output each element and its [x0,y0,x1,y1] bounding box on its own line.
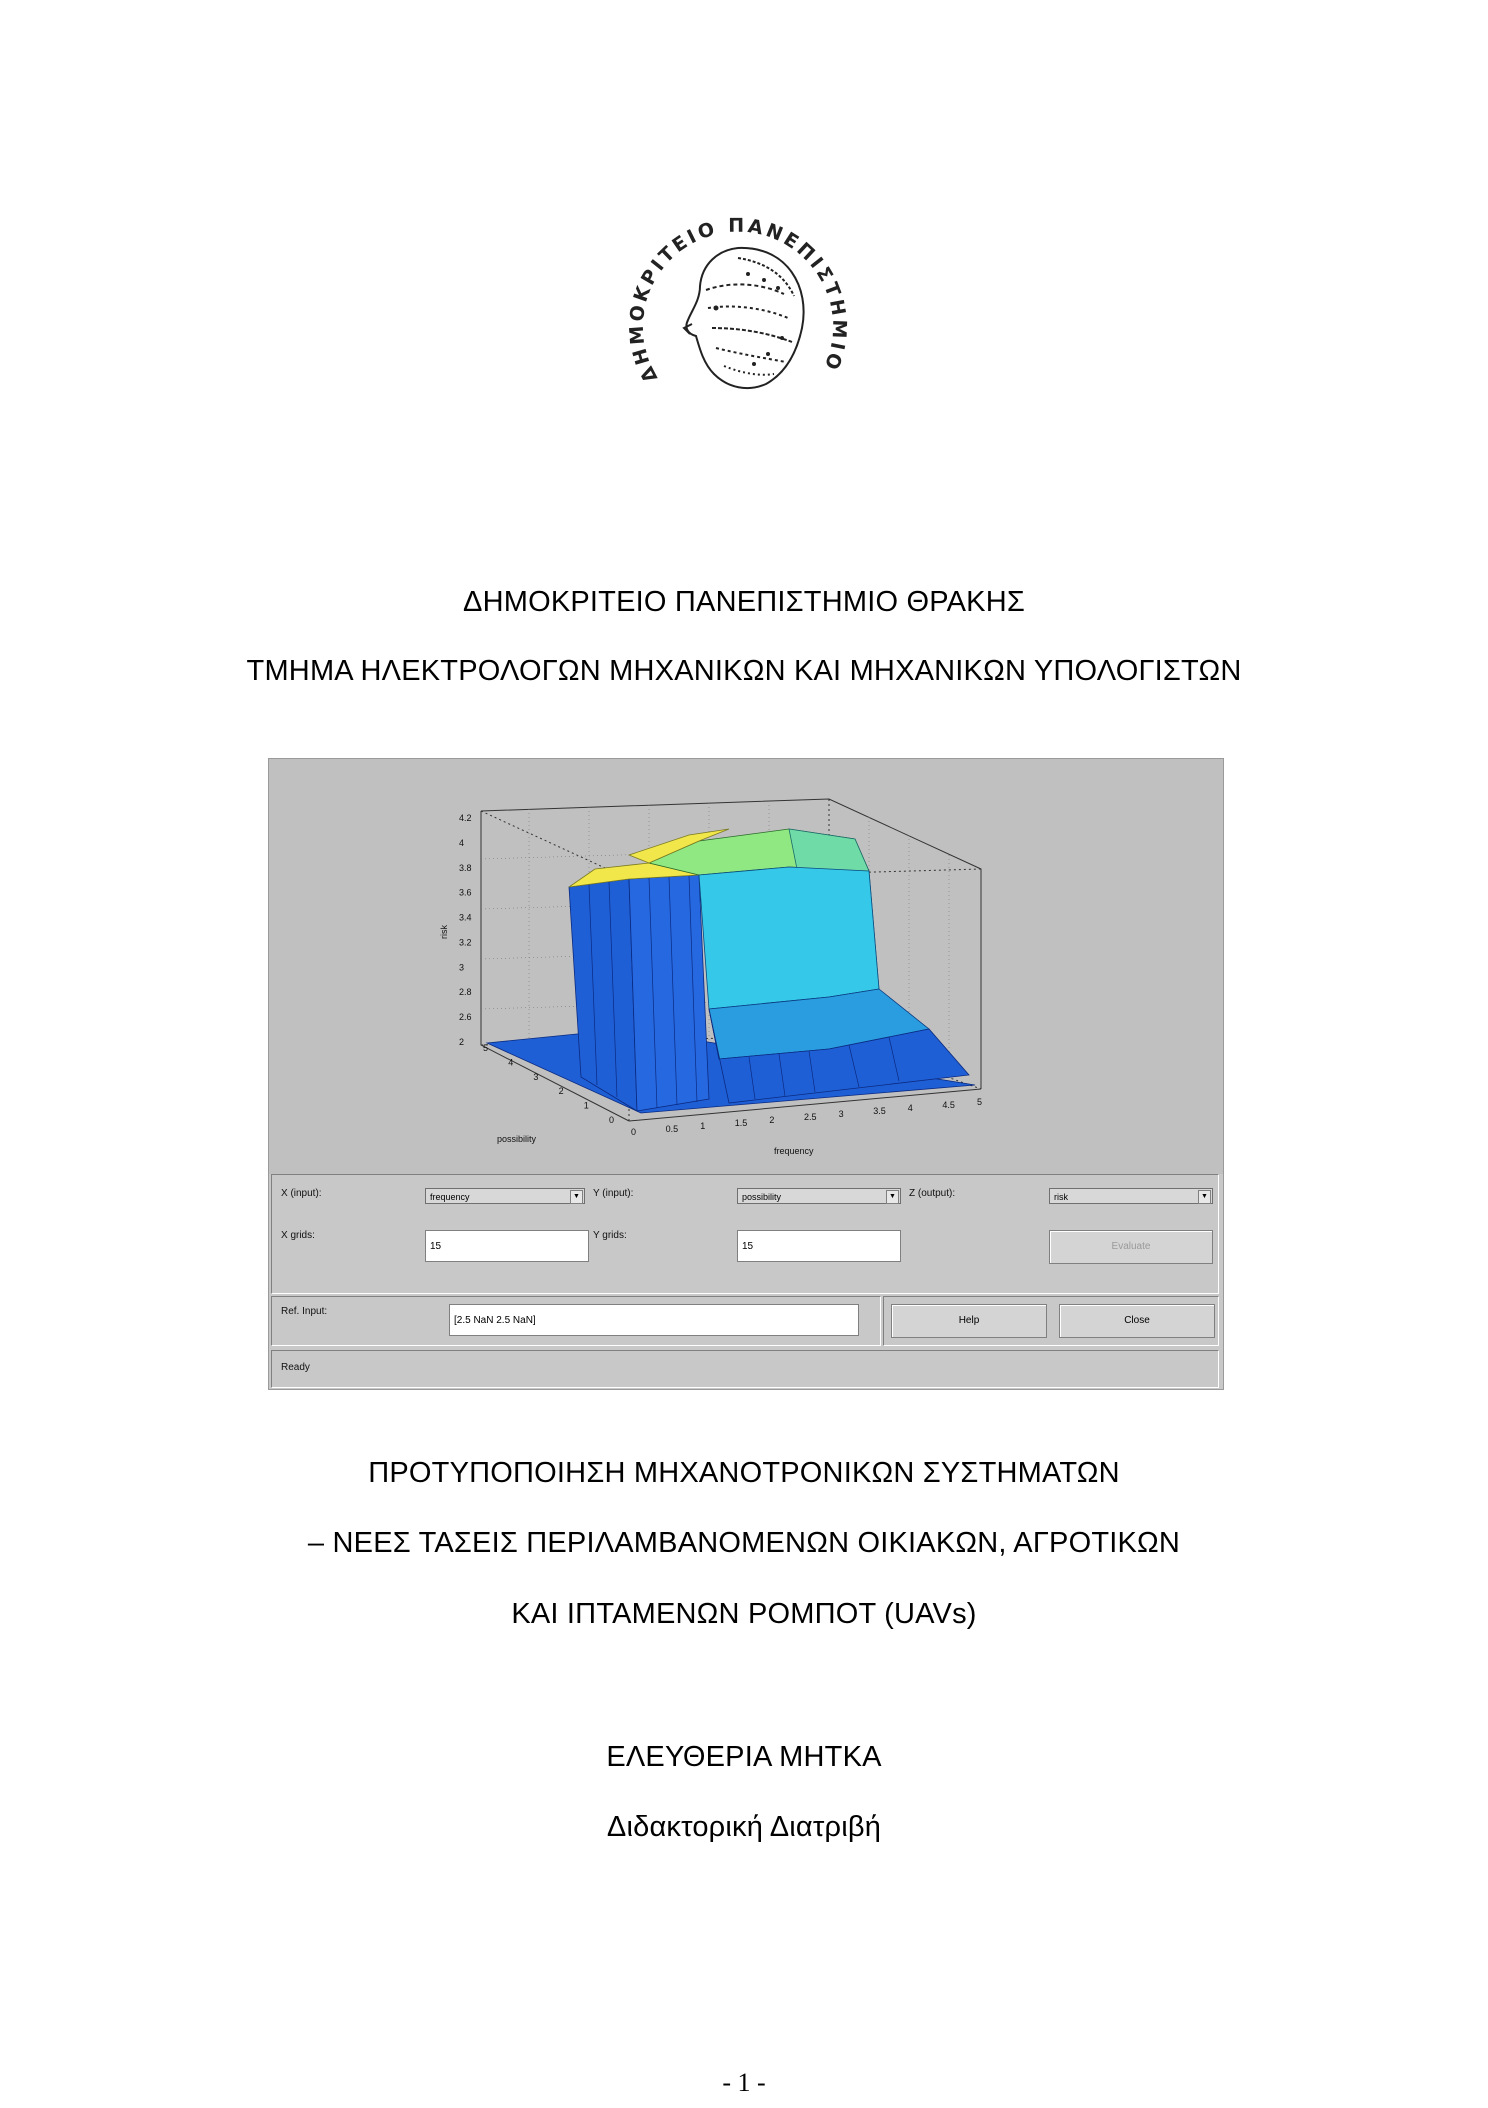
x-tick-label: 5 [977,1097,983,1107]
university-seal-logo [588,178,888,448]
department-name: ΤΜΗΜΑ ΗΛΕΚΤΡΟΛΟΓΩΝ ΜΗΧΑΝΙΚΩΝ ΚΑΙ ΜΗΧΑΝΙΚΩΝ ΥΠΟΛΟΓΙΣΤΩΝ [246,655,1242,687]
chevron-down-icon: ▼ [570,1190,583,1204]
thesis-title-line-3: ΚΑΙ ΙΠΤΑΜΕΝΩΝ ΡΟΜΠΟΤ (UAVs) [511,1598,977,1630]
surface-plot [269,759,1223,1169]
y-tick-label: 3 [533,1071,539,1082]
status-frame [271,1350,1219,1388]
surface-viewer-controls [269,1174,1223,1389]
z-tick-label: 3 [459,962,465,973]
thesis-title-line-2: – ΝΕΕΣ ΤΑΣΕΙΣ ΠΕΡΙΛΑΜΒΑΝΟΜΕΝΩΝ ΟΙΚΙΑΚΩΝ, ΑΓΡΟΤΙΚΩΝ [307,1527,1181,1559]
y-tick-label: 1 [583,1100,589,1111]
z-output-value: risk [1054,1192,1068,1202]
z-tick-label: 4.2 [459,813,472,823]
x-tick-label: 2.5 [804,1112,817,1122]
y-tick-label: 4 [508,1057,514,1068]
university-name: ΔΗΜΟΚΡΙΤΕΙΟ ΠΑΝΕΠΙΣΤΗΜΙΟ ΘΡΑΚΗΣ [463,586,1025,618]
x-tick-label: 3 [838,1109,844,1119]
y-input-select[interactable] [737,1188,901,1204]
z-tick-label: 3.4 [459,912,472,923]
x-input-label: X (input): [281,1188,322,1199]
status-text: Ready [281,1362,310,1373]
x-grids-label: X grids: [281,1230,315,1241]
x-tick-label: 4.5 [942,1100,955,1110]
close-button[interactable]: Close [1059,1304,1215,1338]
z-tick-label: 3.8 [459,862,472,873]
y-input-value: possibility [742,1192,782,1202]
x-tick-label: 0 [631,1127,637,1137]
z-tick-label: 2.6 [459,1012,472,1023]
y-tick-label: 0 [609,1115,615,1125]
seal-text: ΔΗΜΟΚΡΙΤΕΙΟ ΠΑΝΕΠΙΣΤΗΜΙΟ [625,214,851,387]
z-output-label: Z (output): [909,1188,956,1199]
x-input-value: frequency [430,1192,470,1202]
y-tick-label: 2 [558,1086,564,1097]
z-tick-label: 2.8 [459,987,472,998]
thesis-title-line-1: ΠΡΟΤΥΠΟΠΟΙΗΣΗ ΜΗΧΑΝΟΤΡΟΝΙΚΩΝ ΣΥΣΤΗΜΑΤΩΝ [368,1457,1120,1489]
x-grids-input[interactable]: 15 [425,1230,589,1262]
x-tick-label: 1 [700,1121,706,1131]
x-tick-label: 2 [769,1115,775,1125]
document-type: Διδακτορική Διατριβή [606,1811,882,1843]
z-tick-label: 2 [459,1037,465,1047]
chevron-down-icon: ▼ [1198,1190,1211,1204]
x-tick-label: 0.5 [665,1124,679,1134]
ref-input-field[interactable]: [2.5 NaN 2.5 NaN] [449,1304,859,1336]
surface-viewer-figure [268,758,1224,1390]
page-number: - 1 - [722,2068,766,2097]
evaluate-button[interactable]: Evaluate [1049,1230,1213,1264]
z-tick-label: 3.6 [459,887,472,898]
y-axis-label: possibility [497,1134,537,1144]
y-tick-label: 5 [483,1043,489,1053]
svg-text:ΔΗΜΟΚΡΙΤΕΙΟ ΠΑΝΕΠΙΣΤΗΜΙΟ ΘΡΑΚΗ [588,178,850,386]
author-name: ΕΛΕΥΘΕΡΙΑ ΜΗΤΚΑ [606,1741,882,1773]
help-button[interactable]: Help [891,1304,1047,1338]
z-axis-label: risk [439,925,449,939]
y-grids-label: Y grids: [593,1230,627,1241]
x-tick-label: 1.5 [734,1118,748,1128]
z-output-select[interactable] [1049,1188,1213,1204]
x-input-select[interactable] [425,1188,585,1204]
y-grids-input[interactable]: 15 [737,1230,901,1262]
z-tick-label: 4 [459,837,465,848]
x-tick-label: 4 [907,1103,913,1113]
x-axis-label: frequency [774,1146,814,1156]
chevron-down-icon: ▼ [886,1190,899,1204]
x-tick-label: 3.5 [873,1106,886,1116]
y-input-label: Y (input): [593,1188,634,1199]
ref-input-label: Ref. Input: [281,1306,328,1317]
z-tick-label: 3.2 [459,937,472,948]
